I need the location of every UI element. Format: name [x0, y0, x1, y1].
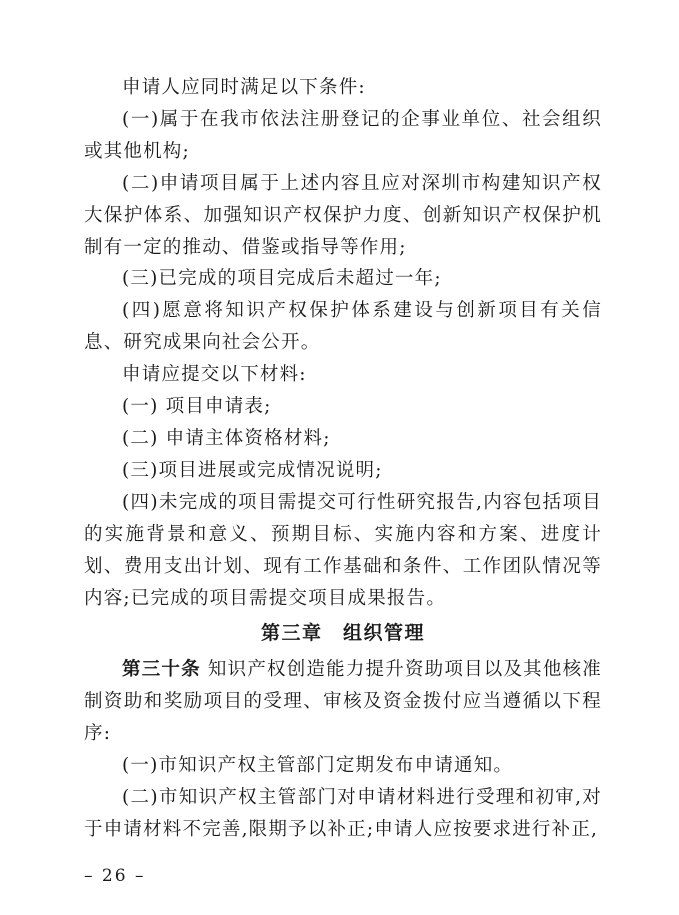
paragraph-article-30 [84, 654, 602, 750]
paragraph-condition-4: (四)愿意将知识产权保护体系建设与创新项目有关信息、研究成果向社会公开。 [84, 300, 602, 354]
article-label: 第三十条 [122, 659, 201, 681]
chapter-heading: 第三章 组织管理 [260, 622, 425, 645]
paragraph-material-4: (四)未完成的项目需提交可行性研究报告,内容包括项目的实施背景和意义、预期目标、实施内容和方案、进度计划、费用支出计划、现有工作基础和条件、工作团队情况等内容;已完成的项目需提交项目成果报告。 [84, 491, 602, 609]
paragraph-procedure-2: (二)市知识产权主管部门对申请材料进行受理和初审,对于申请材料不完善,限期予以补正;申请人应按要求进行补正, [84, 786, 602, 840]
paragraph-material-1: (一) 项目申请表; [122, 396, 272, 418]
article-text: 知识产权创造能力提升资助项目以及其他核准制资助和奖励项目的受理、审核及资金拨付应当遵循以下程序: [84, 659, 602, 745]
paragraph-condition-3: (三)已完成的项目完成后未超过一年; [122, 268, 442, 290]
paragraph-materials-intro: 申请应提交以下材料: [122, 364, 307, 386]
document-body [84, 72, 602, 846]
paragraph-condition-2: (二)申请项目属于上述内容且应对深圳市构建知识产权大保护体系、加强知识产权保护力度、创新知识产权保护机制有一定的推动、借鉴或指导等作用; [84, 172, 602, 258]
paragraph-material-2: (二) 申请主体资格材料; [122, 427, 331, 449]
page-number: – 26 – [84, 866, 146, 886]
paragraph-condition-1: (一)属于在我市依法注册登记的企事业单位、社会组织或其他机构; [84, 108, 602, 162]
paragraph-material-3: (三)项目进展或完成情况说明; [122, 459, 383, 481]
paragraph-procedure-1: (一)市知识产权主管部门定期发布申请通知。 [122, 755, 514, 777]
paragraph-applicant-conditions: 申请人应同时满足以下条件: [122, 77, 366, 98]
